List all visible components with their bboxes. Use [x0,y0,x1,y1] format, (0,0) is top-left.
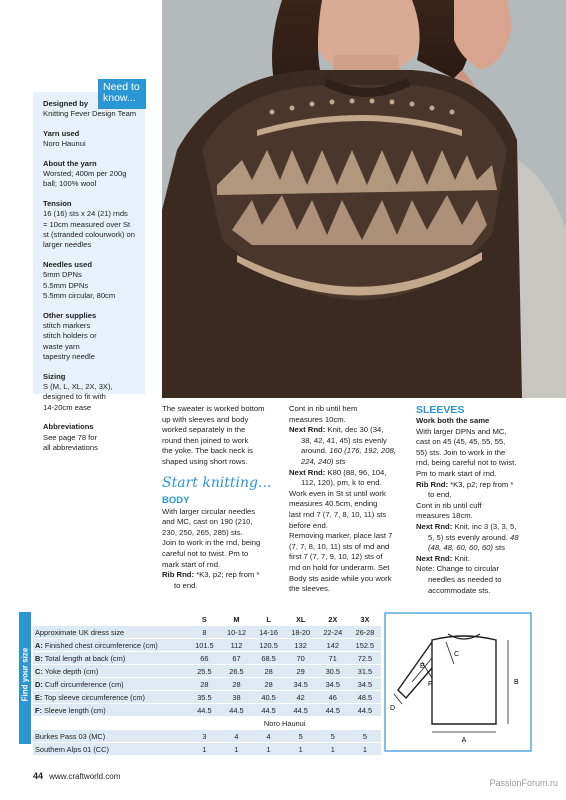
needles-line: 5.5mm DPNs [43,280,89,290]
label-b: B [514,679,519,686]
stitch-count: 224, 240) sts [301,456,346,466]
text-line: rnd on hold for underarm. Set [289,562,390,572]
cell: 5 [349,730,381,743]
table-row [33,730,381,743]
cell: 34.5 [285,678,317,691]
abbreviations-line: all abbreviations [43,442,98,452]
text-line: Cont in rib until hem [289,404,358,413]
table-row [33,652,381,665]
cell: 120.5 [253,639,285,652]
text-line: With larger DPNs and MC, [416,426,507,436]
size-header: 3X [349,613,381,626]
cell: 3 [188,730,220,743]
cell: 25.5 [188,665,220,678]
sizing-line: designed to fit with [43,392,106,402]
intro-line: The sweater is worked bottom [162,404,265,413]
row-label: D: Cuff circumference (cm) [33,678,188,691]
rib-round-text: *K3, p2; rep from * [448,479,514,489]
about-yarn-line: ball; 100% wool [43,179,97,189]
next-round-1 [289,425,405,436]
body-line: With larger circular needles [162,506,256,516]
cell: 1 [220,743,252,756]
intro-line: shaped using short rows. [162,456,248,466]
text-line: measures 18cm. [416,511,473,521]
text-line: 55) sts. Join to work in the [416,447,506,457]
cell: 14-16 [253,626,285,639]
text-line: rnd, being careful not to twist. [416,458,517,468]
sleeves-heading: SLEEVES [416,404,465,416]
next-round-line [416,543,540,554]
cell: 1 [349,743,381,756]
cell: 142 [317,639,349,652]
page-number: 44 [33,771,44,781]
size-header-row [33,613,381,626]
next-round-label: Next Rnd: [289,467,326,477]
text-line: the sleeves. [289,584,331,594]
text-line: before end. [289,520,328,530]
tension-line: 16 (16) sts x 24 (21) rnds [43,209,128,219]
note-line: needles as needed to [428,574,502,584]
rib-round-label: Rib Rnd: [162,570,195,580]
next-round-text: around. [301,446,328,456]
text-line: Removing marker, place last 7 [289,531,393,541]
sweater-photo [162,0,566,398]
find-your-size-tab [19,612,31,744]
body-line: careful not to twist. Pm to [162,548,249,558]
supplies-line: stitch markers [43,320,91,330]
sizing-line: 14-20cm ease [43,402,92,412]
cell: 72.5 [349,652,381,665]
watermark: PassionForum.ru [489,778,558,788]
row-label: Southern Alps 01 (CC) [33,743,188,756]
rib-round-end: to end. [174,580,198,590]
cell: 1 [317,743,349,756]
cell: 40.5 [253,691,285,704]
stitch-count: 48 [507,532,519,542]
designed-by-value: Knitting Fever Design Team [43,109,137,119]
yarn-header-row [33,717,381,730]
sizing-heading: Sizing [43,371,66,381]
cell: 44.5 [317,704,349,717]
table-row [33,743,381,756]
supplies-line: waste yarn [43,341,80,351]
about-yarn-line: Worsted; 400m per 200g [43,169,127,179]
label-e: E [420,663,425,670]
cell: 42 [285,691,317,704]
next-round-line [289,446,405,457]
note-line: accommodate sts. [428,585,491,595]
supplies-line: stitch holders or [43,331,97,341]
cell: 1 [253,743,285,756]
label-c: C [454,651,460,658]
text-line: Cont in rib until cuff [416,500,482,510]
cell: 34.5 [349,678,381,691]
next-round-text: K80 (88, 96, 104, [325,467,387,477]
needles-line: 5.5mm circular, 80cm [43,291,116,301]
next-round-text: Knit, dec 30 (34, [325,425,384,435]
next-round-2 [416,554,540,565]
row-label: F: Sleeve length (cm) [33,704,188,717]
cell: 30.5 [317,665,349,678]
footer-url[interactable]: www.craftworld.com [49,772,121,781]
start-knitting-heading: Start knitting... [162,474,272,491]
label-a: A [461,737,467,744]
table-row [33,678,381,691]
need-to-know-content [43,99,153,453]
next-round-1 [416,522,540,533]
tension-heading: Tension [43,198,72,208]
rib-round-end: to end. [428,490,452,500]
rib-round-text: *K3, p2; rep from * [194,570,260,580]
cell: 71 [317,652,349,665]
cell: 28 [188,678,220,691]
next-round-text: Knit. [452,553,470,563]
text-line: last rnd 7 (7, 7, 8, 10, 11) sts [289,509,387,519]
table-row [33,691,381,704]
need-to-know-line1: Need to [103,81,140,93]
text-line: Body sts aside while you work [289,573,392,583]
cell: 18-20 [285,626,317,639]
instructions-column-3 [416,404,540,596]
row-label: Burkes Pass 03 (MC) [33,730,188,743]
next-round-line [416,533,540,544]
cell: 132 [285,639,317,652]
rib-round-label: Rib Rnd: [416,479,449,489]
table-row [33,626,381,639]
text-line: (7, 7, 8, 10, 11) sts of rnd and [289,541,390,551]
cell: 66 [188,652,220,665]
intro-line: worked separately in the [162,425,246,435]
cell: 5 [285,730,317,743]
size-header-blank [33,613,188,626]
tension-line: = 10cm measured over St [43,219,131,229]
supplies-line: tapestry needle [43,352,95,362]
next-round-label: Next Rnd: [416,521,453,531]
instructions-column-2 [289,404,405,595]
cell: 46 [317,691,349,704]
instructions-column-1 [162,404,284,591]
cell: 44.5 [220,704,252,717]
table-row [33,639,381,652]
cell: 28 [253,665,285,678]
text-line: first 7 (7, 7, 9, 10, 12) sts of [289,552,383,562]
need-to-know-line2: know... [103,92,136,104]
table-row [33,704,381,717]
next-round-line: 112, 120), pm, k to end. [301,478,382,488]
yarn-used-heading: Yarn used [43,128,80,138]
intro-line: the yoke. The back neck is [162,446,253,456]
row-label: E: Top sleeve circumference (cm) [33,691,188,704]
note-line: Note: Change to circular [416,564,499,574]
yarn-header: Noro Haunui [188,717,381,730]
about-yarn-heading: About the yarn [43,158,97,168]
next-round-text: 5, 5) sts evenly around. [428,532,508,542]
cell: 4 [253,730,285,743]
needles-line: 5mm DPNs [43,270,82,280]
abbreviations-heading: Abbreviations [43,422,94,432]
cell: 35.5 [188,691,220,704]
rib-round [162,570,284,581]
cell: 48.5 [349,691,381,704]
cell: 31.5 [349,665,381,678]
cell: 8 [188,626,220,639]
rib-round [416,480,540,491]
stitch-count: 160 (176, 192, 208, [327,446,396,456]
size-header: XL [285,613,317,626]
text-line: cast on 45 (45, 45, 55, 55, [416,437,506,447]
row-label: C: Yoke depth (cm) [33,665,188,678]
find-your-size-label: Find your size [20,647,30,702]
tension-line: larger needles [43,240,92,250]
sleeves-subheading: Work both the same [416,416,490,425]
yarn-used-value: Noro Haunui [43,139,86,149]
size-header: M [220,613,252,626]
cell: 70 [285,652,317,665]
schematic-drawing [384,612,532,752]
body-heading: BODY [162,494,190,506]
cell: 28 [220,678,252,691]
size-header: S [188,613,220,626]
abbreviations-line: See page 78 for [43,432,98,442]
cell: 112 [220,639,252,652]
cell: 26.5 [220,665,252,678]
cell: 44.5 [285,704,317,717]
cell: 26-28 [349,626,381,639]
next-round-line: 38, 42, 41, 45) sts evenly [301,435,387,445]
size-table [33,613,381,756]
sizing-line: S (M, L, XL, 2X, 3X), [43,381,113,391]
tension-line: st (stranded colourwork) on [43,230,136,240]
cell: 44.5 [188,704,220,717]
cell: 68.5 [253,652,285,665]
body-line: mark start of rnd. [162,559,221,569]
cell: 44.5 [253,704,285,717]
cell: 101.5 [188,639,220,652]
row-label: B: Total length at back (cm) [33,652,188,665]
row-label: Approximate UK dress size [33,626,188,639]
label-d: D [390,705,396,712]
cell: 10-12 [220,626,252,639]
cell: 1 [285,743,317,756]
text-line: Work even in St st until work [289,488,386,498]
text-line: measures 40.5cm, ending [289,499,378,509]
body-line: and MC, cast on 190 (210, [162,517,253,527]
text-line: measures 10cm. [289,414,346,424]
stitch-suffix: sts [492,543,505,553]
cell: 28 [253,678,285,691]
next-round-text: Knit, inc 3 (3, 3, 5, [452,521,517,531]
body-line: Join to work in the rnd, being [162,538,261,548]
stitch-count: (48, 48, 60, 60, 60) [428,543,493,553]
text-line: Pm to mark start of rnd. [416,468,497,478]
designed-by-heading: Designed by [43,99,89,108]
yarn-header-blank [33,717,188,730]
next-round-label: Next Rnd: [289,425,326,435]
size-header: L [253,613,285,626]
cell: 29 [285,665,317,678]
cell: 152.5 [349,639,381,652]
needles-heading: Needles used [43,259,92,269]
sweater-photo-illustration [162,0,566,398]
cell: 67 [220,652,252,665]
next-round-label: Next Rnd: [416,553,453,563]
cell: 22-24 [317,626,349,639]
label-f: F [428,681,433,688]
body-line: 230, 250, 265, 285) sts. [162,527,243,537]
next-round-2 [289,468,405,479]
sweater-schematic [384,612,532,752]
cell: 4 [220,730,252,743]
cell: 34.5 [317,678,349,691]
size-header: 2X [317,613,349,626]
table-row [33,665,381,678]
cell: 5 [317,730,349,743]
supplies-heading: Other supplies [43,310,97,320]
cell: 38 [220,691,252,704]
row-label: A: Finished chest circumference (cm) [33,639,188,652]
page-footer [33,771,120,781]
cell: 44.5 [349,704,381,717]
intro-line: round then joined to work [162,435,249,445]
cell: 1 [188,743,220,756]
intro-line: up with sleeves and body [162,414,249,424]
